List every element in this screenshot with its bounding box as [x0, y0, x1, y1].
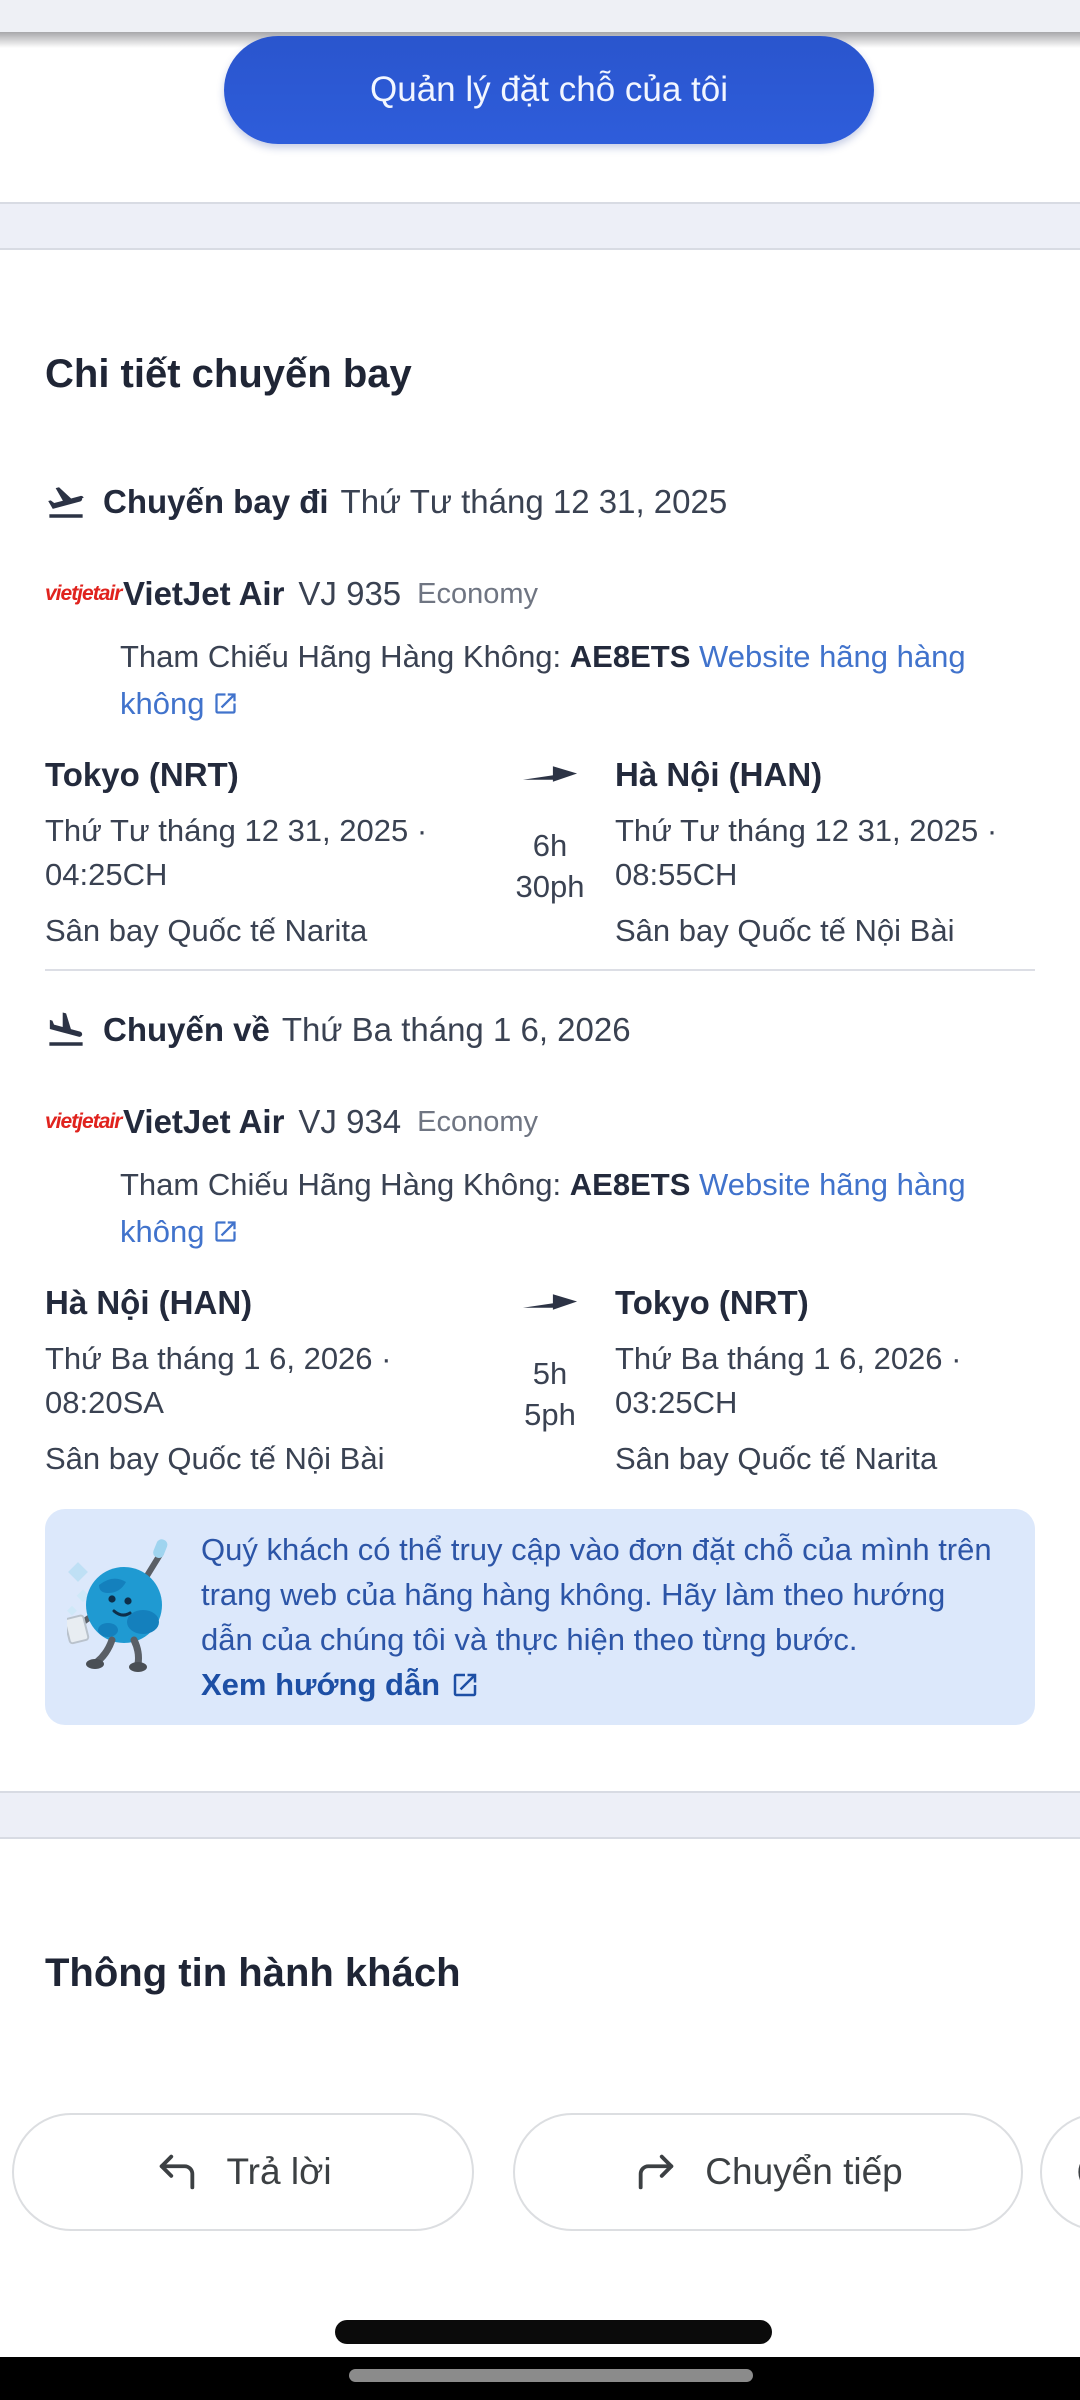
- passenger-section-title: Thông tin hành khách: [45, 1951, 461, 1995]
- notice-body: [201, 1527, 1001, 1707]
- origin-airport: Sân bay Quốc tế Narita: [45, 913, 368, 948]
- reference-label: Tham Chiếu Hãng Hàng Không:: [120, 1167, 562, 1202]
- external-link-icon: [212, 690, 239, 717]
- notice-text: Quý khách có thể truy cập vào đơn đặt chỗ của mình trên trang web của hãng hàng không. Hãy làm theo hướng dẫn của chúng tôi và thực hiện theo từng bước.: [201, 1532, 992, 1657]
- duration-minutes: 5ph: [524, 1397, 576, 1432]
- external-link-icon: [212, 1218, 239, 1245]
- route-arrow-icon: [521, 761, 579, 785]
- duration-minutes: 30ph: [515, 869, 585, 904]
- forward-icon: [633, 2149, 679, 2195]
- return-airline-name: VietJet Air: [123, 1103, 285, 1140]
- view-instructions-label: Xem hướng dẫn: [201, 1667, 441, 1702]
- destination-datetime: Thứ Ba tháng 1 6, 2026 · 03:25CH: [615, 1341, 962, 1420]
- return-cabin-class: Economy: [417, 1105, 539, 1138]
- flight-duration: [524, 1353, 576, 1435]
- outbound-reference-block: [120, 633, 1000, 727]
- outbound-destination: [615, 753, 1035, 953]
- booking-access-notice: [45, 1509, 1035, 1725]
- outbound-leg-date: Thứ Tư tháng 12 31, 2025: [340, 483, 728, 520]
- destination-airport: Sân bay Quốc tế Narita: [615, 1441, 938, 1476]
- section-divider-band: [0, 202, 1080, 250]
- duration-hours: 6h: [532, 828, 568, 863]
- return-route-row: [45, 1281, 1035, 1481]
- destination-city: Hà Nội (HAN): [615, 756, 823, 793]
- return-airline-row: [45, 1103, 1035, 1141]
- outbound-duration-column: [485, 753, 615, 953]
- outbound-cabin-class: Economy: [417, 577, 539, 610]
- forward-button-label: Chuyển tiếp: [705, 2151, 903, 2192]
- outbound-leg-label: Chuyến bay đi: [103, 483, 329, 520]
- airline-website-link-label: Website hãng hàng không: [120, 639, 966, 721]
- outbound-leg-header: [45, 481, 1035, 523]
- section-divider-band: [0, 1791, 1080, 1839]
- outbound-airline-row: [45, 575, 1035, 613]
- origin-city: Tokyo (NRT): [45, 756, 239, 793]
- reference-code: AE8ETS: [569, 1167, 691, 1202]
- origin-airport: Sân bay Quốc tế Nội Bài: [45, 1441, 385, 1476]
- reply-icon: [154, 2149, 200, 2195]
- route-arrow-icon: [521, 1289, 579, 1313]
- outbound-flight-number: VJ 935: [298, 575, 402, 612]
- system-navigation-bar: [0, 2357, 1080, 2400]
- airline-website-link-label: Website hãng hàng không: [120, 1167, 966, 1249]
- reference-code: AE8ETS: [569, 639, 691, 674]
- origin-city: Hà Nội (HAN): [45, 1284, 253, 1321]
- return-destination: [615, 1281, 1035, 1481]
- flight-landing-icon: [45, 1009, 87, 1051]
- return-leg-date: Thứ Ba tháng 1 6, 2026: [281, 1011, 631, 1048]
- duration-hours: 5h: [532, 1356, 568, 1391]
- vietjet-logo: vietjetair: [45, 1110, 122, 1133]
- mascot-globe-character: [67, 1535, 179, 1685]
- manage-booking-button[interactable]: Quản lý đặt chỗ của tôi: [224, 36, 874, 144]
- passenger-section: [0, 1951, 1080, 1996]
- return-duration-column: [485, 1281, 615, 1481]
- return-leg-label: Chuyến về: [103, 1011, 270, 1048]
- return-origin: [45, 1281, 485, 1481]
- outbound-origin: [45, 753, 485, 953]
- view-instructions-link[interactable]: [201, 1662, 1001, 1707]
- reply-button-label: Trả lời: [226, 2151, 332, 2192]
- destination-city: Tokyo (NRT): [615, 1284, 809, 1321]
- destination-airport: Sân bay Quốc tế Nội Bài: [615, 913, 955, 948]
- leg-divider: [45, 969, 1035, 971]
- external-link-icon: [450, 1670, 480, 1700]
- emoji-reaction-button[interactable]: [1040, 2113, 1080, 2231]
- origin-datetime: Thứ Tư tháng 12 31, 2025 · 04:25CH: [45, 813, 428, 892]
- screenshot-home-indicator: [335, 2320, 772, 2344]
- forward-button[interactable]: [513, 2113, 1023, 2231]
- outbound-route-row: [45, 753, 1035, 953]
- home-indicator[interactable]: [349, 2369, 753, 2382]
- emoji-icon: [1074, 2147, 1080, 2197]
- return-leg-header: [45, 1009, 1035, 1051]
- destination-datetime: Thứ Tư tháng 12 31, 2025 · 08:55CH: [615, 813, 998, 892]
- return-flight-number: VJ 934: [298, 1103, 402, 1140]
- reference-label: Tham Chiếu Hãng Hàng Không:: [120, 639, 562, 674]
- vietjet-logo: vietjetair: [45, 582, 122, 605]
- top-gray-band: [0, 0, 1080, 32]
- reply-button[interactable]: [12, 2113, 474, 2231]
- outbound-airline-name: VietJet Air: [123, 575, 285, 612]
- return-reference-block: [120, 1161, 1000, 1255]
- page-title: Chi tiết chuyến bay: [45, 352, 412, 396]
- email-body: [0, 352, 1080, 1725]
- flight-takeoff-icon: [45, 481, 87, 523]
- flight-duration: [516, 825, 585, 907]
- origin-datetime: Thứ Ba tháng 1 6, 2026 · 08:20SA: [45, 1341, 392, 1420]
